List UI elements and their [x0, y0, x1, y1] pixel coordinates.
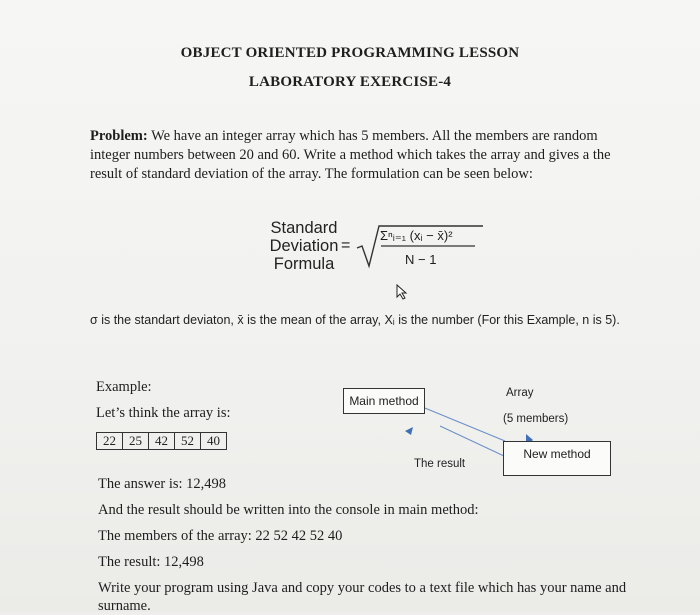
result-label: The result	[414, 458, 466, 470]
result-arrow-head	[405, 427, 413, 435]
array-cell: 42	[149, 433, 175, 449]
problem-text: We have an integer array which has 5 members. All the members are random integer numbers between 20 and 60. Write a method which takes the array and gives a the result of standard deviation of the array. The formulation can be seen below:	[90, 128, 611, 182]
main-method-label: Main method	[349, 394, 419, 408]
array-cell: 25	[123, 433, 149, 449]
array-intro: Let’s think the array is:	[96, 405, 231, 421]
new-method-box	[503, 441, 611, 476]
members-label: (5 members)	[503, 413, 569, 425]
formula-equals: =	[341, 237, 351, 254]
array-label: Array	[506, 387, 534, 399]
formula-denominator: N − 1	[405, 252, 437, 267]
example-label: Example:	[96, 379, 152, 395]
answer-line: The answer is: 12,498	[98, 476, 227, 492]
problem-label: Problem:	[90, 128, 148, 144]
array-arrow-line	[420, 406, 505, 441]
array-cell: 22	[97, 433, 123, 449]
console-instruction: And the result should be written into the console in main method:	[98, 502, 479, 518]
sigma-note: σ is the standart deviaton, x̄ is the mean of the array, Xᵢ is the number (For this Example, n is 5).	[90, 313, 620, 327]
main-method-box	[343, 388, 425, 414]
new-method-label: New method	[523, 447, 591, 461]
result-arrow-line	[440, 426, 504, 456]
members-output: The members of the array: 22 52 42 52 40	[98, 528, 343, 544]
array-cell: 52	[175, 433, 201, 449]
array-cell: 40	[207, 433, 220, 448]
result-output: The result: 12,498	[98, 554, 204, 570]
formula-label-line1: Standard	[270, 219, 338, 237]
exercise-title: LABORATORY EXERCISE-4	[248, 74, 452, 90]
submission-instruction: Write your program using Java and copy your codes to a text file which has your name and surname.	[98, 580, 627, 614]
formula-numerator: Σⁿᵢ₌₁ (xᵢ − x̄)²	[380, 228, 453, 243]
formula-label-line2: Deviation	[269, 237, 339, 255]
lesson-title: OBJECT ORIENTED PROGRAMMING LESSON	[180, 45, 520, 61]
formula-label-line3: Formula	[273, 255, 335, 273]
